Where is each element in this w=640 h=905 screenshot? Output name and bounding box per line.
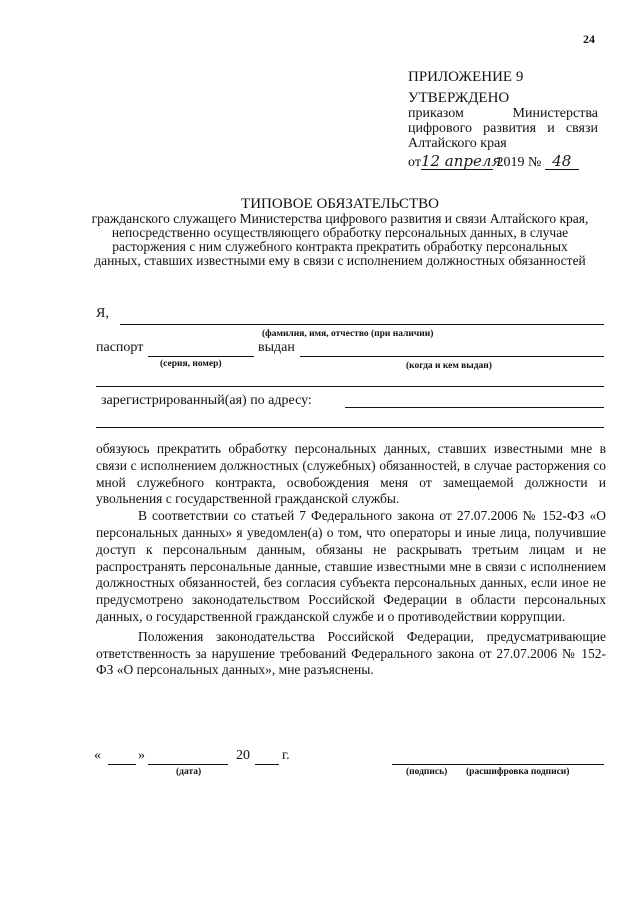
date-prefix: от bbox=[408, 155, 421, 170]
document-title bbox=[90, 197, 590, 268]
handwritten-number: 48 bbox=[545, 154, 579, 170]
paragraph-1: обязуюсь прекратить обработку персональных данных, ставших известными мне в связи с исполнением должностных (служебных) обязанностей, в случае расторжения со мной служебного контракта, освобождения меня от замещаемой должности и увольнения с государственной гражданской службы. bbox=[96, 441, 606, 507]
address-line-2[interactable] bbox=[96, 427, 604, 428]
approved-label: УТВЕРЖДЕНО bbox=[408, 90, 510, 106]
page-number: 24 bbox=[583, 32, 595, 46]
approval-line-2: цифрового развития и связи bbox=[408, 121, 598, 136]
close-quote: » bbox=[138, 748, 145, 763]
paragraph-3: Положения законодательства Российской Федерации, предусматривающие ответственность за нарушение требований Федерального закона от 27.07.2006 № 152-ФЗ «О персональных данных», мне разъяснены. bbox=[96, 628, 606, 678]
year-line[interactable] bbox=[255, 764, 279, 765]
title-subtitle: гражданского служащего Министерства цифрового развития и связи Алтайского края, непосредственно осуществляющего обработку персональных данных, в случае расторжения с ним служебного контракта прекратить обработку персональных данных, ставших известными ему в связи с исполнением должностных обязанностей bbox=[91, 211, 589, 268]
address-line-1[interactable] bbox=[345, 407, 604, 408]
year-text: 2019 № bbox=[496, 155, 542, 170]
approval-line-1: приказом Министерства bbox=[408, 106, 598, 121]
issued-by-line[interactable] bbox=[300, 356, 604, 357]
series-caption: (серия, номер) bbox=[160, 359, 222, 369]
handwritten-date: 12 апреля bbox=[420, 152, 502, 170]
fio-caption: (фамилия, имя, отчество (при наличии) bbox=[262, 329, 434, 339]
appendix-label: ПРИЛОЖЕНИЕ 9 bbox=[408, 69, 524, 85]
paragraph-2: В соответствии со статьей 7 Федерального закона от 27.07.2006 № 152-ФЗ «О персональных данных» я уведомлен(а) о том, что операторы и иные лица, получившие доступ к персональным данным, обязаны не раскрывать третьим лицам и не распространять персональные данные, ставшие известными мне в связи с исполнением должностных обязанностей, без согласия субъекта персональных данных, если иное не предусмотрено законодательством Российской Федерации в области персональных данных, о государственной гражданской службе и о противодействии коррупции. bbox=[96, 508, 606, 624]
approval-stamp bbox=[408, 70, 598, 170]
i-label: Я, bbox=[96, 306, 109, 321]
year-suffix: г. bbox=[282, 748, 290, 763]
fio-line[interactable] bbox=[120, 324, 604, 325]
title-main: ТИПОВОЕ ОБЯЗАТЕЛЬСТВО bbox=[241, 196, 439, 212]
sign-caption: (подпись) bbox=[406, 767, 448, 777]
decode-caption: (расшифровка подписи) bbox=[466, 767, 570, 777]
open-quote: « bbox=[94, 748, 101, 763]
date-caption: (дата) bbox=[176, 767, 202, 777]
passport-label: паспорт bbox=[96, 340, 144, 355]
approval-date-line bbox=[408, 154, 598, 170]
approval-line-3: Алтайского края bbox=[408, 136, 507, 151]
month-line[interactable] bbox=[148, 764, 228, 765]
registered-label: зарегистрированный(ая) по адресу: bbox=[101, 393, 312, 408]
when-caption: (когда и кем выдан) bbox=[406, 361, 492, 371]
issued-continuation-line[interactable] bbox=[96, 386, 604, 387]
signature-line[interactable] bbox=[392, 764, 604, 765]
passport-series-line[interactable] bbox=[148, 356, 254, 357]
year-prefix: 20 bbox=[236, 748, 250, 763]
day-line[interactable] bbox=[108, 764, 136, 765]
issued-label: выдан bbox=[258, 340, 295, 355]
commitment-text bbox=[96, 441, 606, 679]
